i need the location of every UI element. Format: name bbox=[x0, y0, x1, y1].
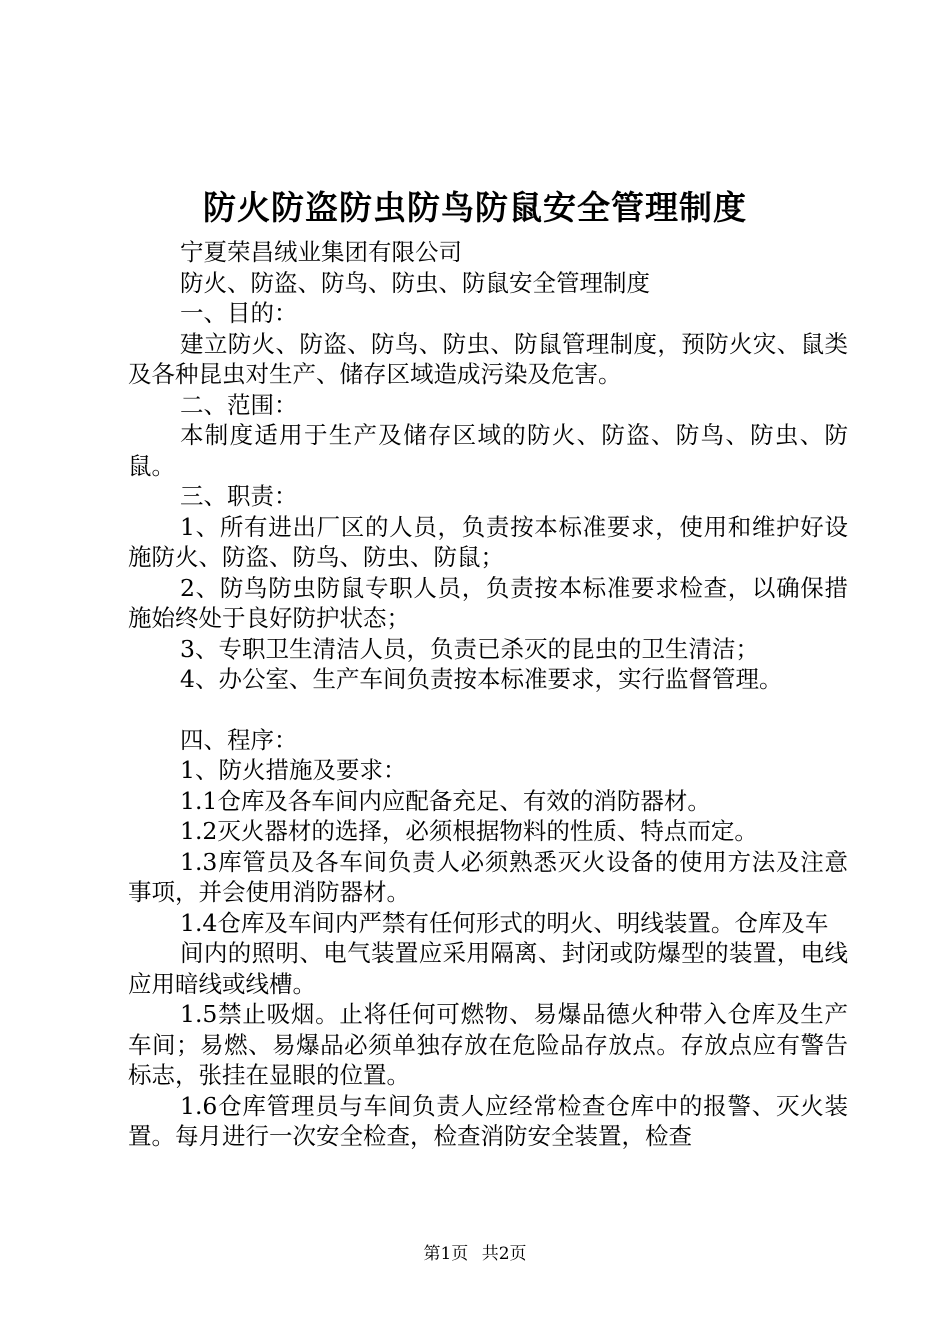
paragraph-scope: 本制度适用于生产及储存区域的防火、防盗、防鸟、防虫、防鼠。 bbox=[128, 421, 848, 480]
duty-item-1: 1、所有进出厂区的人员，负责按本标准要求，使用和维护好设施防火、防盗、防鸟、防虫、防鼠； bbox=[128, 512, 848, 571]
page-total: 共2页 bbox=[481, 1244, 527, 1264]
procedure-item-1-1: 1.1仓库及各车间内应配备充足、有效的消防器材。 bbox=[180, 786, 711, 815]
procedure-item-1-2: 1.2灭火器材的选择，必须根据物料的性质、特点而定。 bbox=[180, 817, 758, 845]
duty-item-3: 3、专职卫生清洁人员，负责已杀灭的昆虫的卫生清洁； bbox=[180, 634, 759, 663]
duty-item-4: 4、办公室、生产车间负责按本标准要求，实行监督管理。 bbox=[180, 665, 783, 693]
section-heading-scope: 二、范围： bbox=[180, 390, 298, 419]
procedure-item-1-3: 1.3库管员及各车间负责人必须熟悉灭火设备的使用方法及注意事项，并会使用消防器材。 bbox=[128, 847, 848, 906]
section-heading-purpose: 一、目的： bbox=[180, 299, 298, 327]
procedure-subheading-fire: 1、防火措施及要求： bbox=[180, 756, 407, 784]
paragraph-purpose: 建立防火、防盗、防鸟、防虫、防鼠管理制度，预防火灾、鼠类及各种昆虫对生产、储存区域造成污染及危害。 bbox=[128, 329, 848, 388]
procedure-item-1-5: 1.5禁止吸烟。止将任何可燃物、易爆品德火种带入仓库及生产车间；易燃、易爆品必须单独存放在危险品存放点。存放点应有警告标志，张挂在显眼的位置。 bbox=[128, 1000, 848, 1089]
blank-line bbox=[128, 695, 848, 725]
section-heading-duties: 三、职责： bbox=[180, 482, 298, 510]
company-name: 宁夏荣昌绒业集团有限公司 bbox=[180, 238, 462, 266]
page-number: 第1页 bbox=[423, 1244, 469, 1264]
subtitle: 防火、防盗、防鸟、防虫、防鼠安全管理制度 bbox=[180, 268, 650, 297]
duty-item-2: 2、防鸟防虫防鼠专职人员，负责按本标准要求检查，以确保措施始终处于良好防护状态； bbox=[128, 573, 848, 632]
page-footer bbox=[0, 1242, 950, 1266]
procedure-item-1-6: 1.6仓库管理员与车间负责人应经常检查仓库中的报警、灭火装置。每月进行一次安全检查，检查消防安全装置，检查 bbox=[128, 1091, 848, 1150]
section-heading-procedure: 四、程序： bbox=[180, 725, 298, 754]
procedure-item-1-4: 1.4仓库及车间内严禁有任何形式的明火、明线装置。仓库及车 bbox=[180, 908, 829, 937]
document-body bbox=[128, 237, 848, 1152]
procedure-item-1-4-continued: 间内的照明、电气装置应采用隔离、封闭或防爆型的装置，电线应用暗线或线槽。 bbox=[128, 939, 848, 998]
page-title: 防火防盗防虫防鸟防鼠安全管理制度 bbox=[203, 188, 747, 227]
